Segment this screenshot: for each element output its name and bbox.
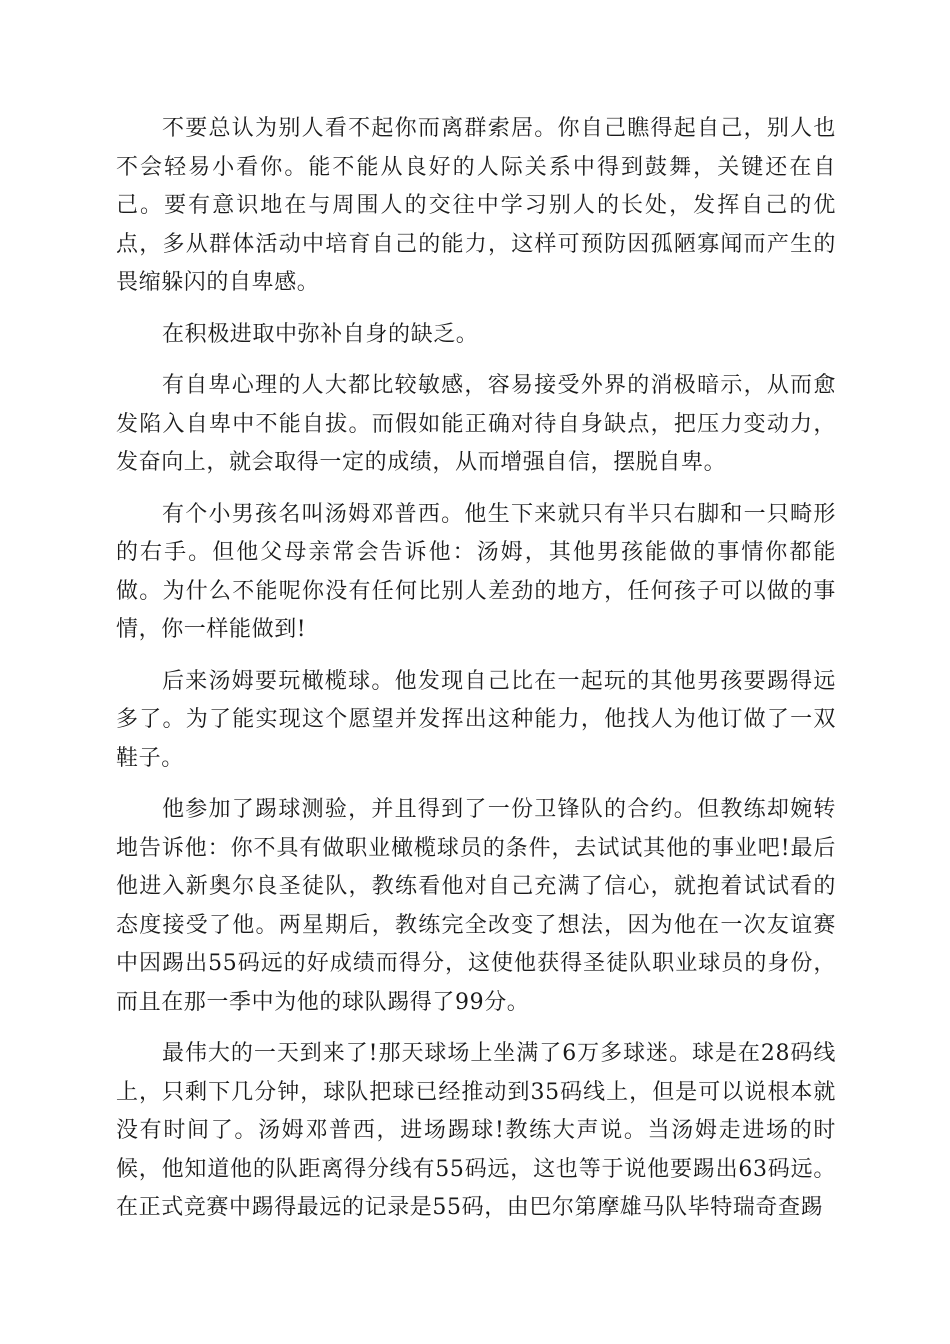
paragraph-1: 不要总认为别人看不起你而离群索居。你自己瞧得起自己，别人也不会轻易小看你。能不能从良好的人际关系中得到鼓舞，关键还在自己。要有意识地在与周围人的交往中学习别人的长处，发挥自己的优点，多从群体活动中培育自己的能力，这样可预防因孤陋寡闻而产生的畏缩躲闪的自卑感。 [116,116,836,295]
paragraph-5: 后来汤姆要玩橄榄球。他发现自己比在一起玩的其他男孩要踢得远多了。为了能实现这个愿望并发挥出这种能力，他找人为他订做了一双鞋子。 [116,668,836,771]
paragraph-6: 他参加了踢球测验，并且得到了一份卫锋队的合约。但教练却婉转地告诉他：你不具有做职业橄榄球员的条件，去试试其他的事业吧!最后他进入新奥尔良圣徒队，教练看他对自己充满了信心，就抱着试试看的态度接受了他。两星期后，教练完全改变了想法，因为他在一次友谊赛中因踢出55码远的好成绩而得分，这使他获得圣徒队职业球员的身份，而且在那一季中为他的球队踢得了99分。 [116,797,836,1015]
paragraph-3: 有自卑心理的人大都比较敏感，容易接受外界的消极暗示，从而愈发陷入自卑中不能自拔。而假如能正确对待自身缺点，把压力变动力，发奋向上，就会取得一定的成绩，从而增强自信，摆脱自卑。 [116,373,836,475]
paragraph-4: 有个小男孩名叫汤姆邓普西。他生下来就只有半只右脚和一只畸形的右手。但他父母亲常会告诉他：汤姆，其他男孩能做的事情你都能做。为什么不能呢你没有任何比别人差劲的地方，任何孩子可以做的事情，你一样能做到! [116,501,836,642]
paragraph-7: 最伟大的一天到来了!那天球场上坐满了6万多球迷。球是在28码线上，只剩下几分钟，球队把球已经推动到35码线上，但是可以说根本就没有时间了。汤姆邓普西，进场踢球!教练大声说。当汤姆走进场的时候，他知道他的队距离得分线有55码远，这也等于说他要踢出63码远。在正式竞赛中踢得最远的记录是55码，由巴尔第摩雄马队毕特瑞奇查踢 [116,1041,836,1220]
document-body [116,110,836,1241]
paragraph-2: 在积极进取中弥补自身的缺乏。 [162,321,479,347]
